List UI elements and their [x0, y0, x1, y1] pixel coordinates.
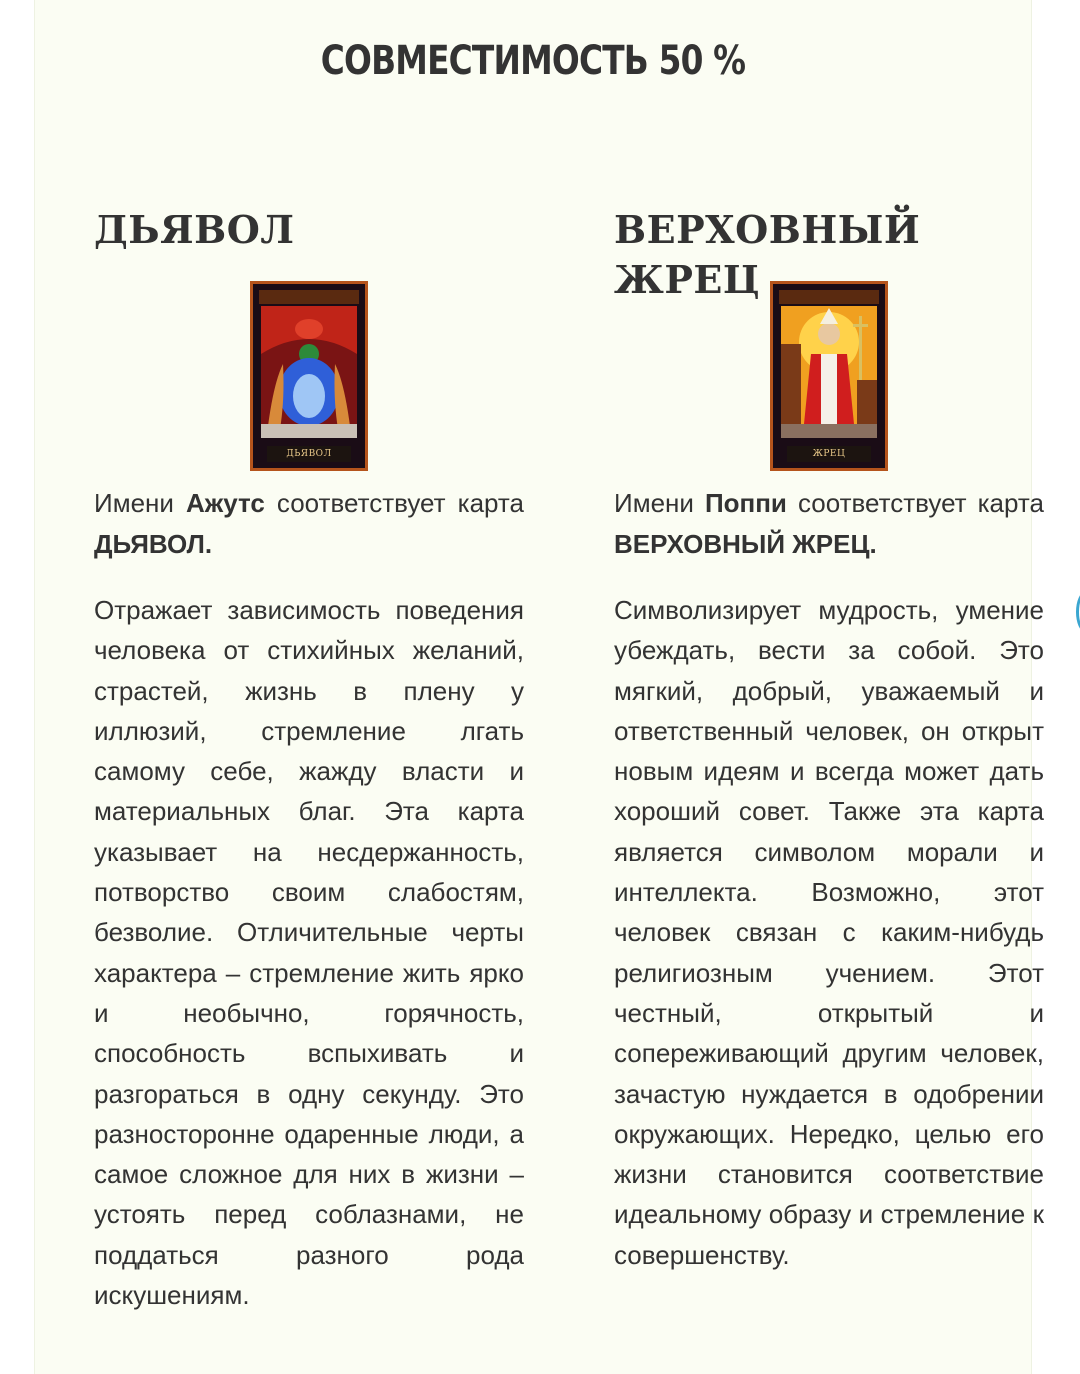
right-card-bold: ВЕРХОВНЫЙ ЖРЕЦ.: [614, 529, 877, 559]
right-person-name: Поппи: [704, 488, 787, 518]
right-card-intro: [614, 483, 1044, 565]
right-intro-prefix: Имени: [614, 488, 694, 518]
page-title: СОВМЕСТИМОСТЬ 50 %: [320, 38, 746, 84]
hierophant-card-image: [770, 281, 888, 471]
left-card-description: Отражает зависимость поведения человека от стихийных желаний, страстей, жизнь в плену у иллюзий, стремление лгать самому себе, жажду власти и материальных благ. Эта карта указывает на несдержанность, потворство своим слабостям, безволие. Отличительные черты характера – стремление жить ярко и необычно, горячность, способность вспыхивать и разгораться в одну секунду. Это разносторонне одаренные люди, а самое сложное для них в жизни – устоять перед соблазнами, не поддаться разного рода искушениям.: [94, 595, 524, 1311]
right-card-title: ВЕРХОВНЫЙ ЖРЕЦ: [614, 207, 921, 302]
left-card-intro: [94, 483, 524, 565]
left-person-name: Ажутс: [185, 488, 265, 518]
scroll-handle[interactable]: [1076, 592, 1080, 632]
left-card-caption: ДЬЯВОЛ: [267, 446, 351, 462]
right-card-column: [614, 205, 1044, 1275]
right-card-image-wrap: [614, 281, 1044, 471]
content-panel: [34, 0, 1044, 1374]
left-intro-prefix: Имени: [94, 488, 174, 518]
left-card-column: [94, 205, 524, 1315]
devil-card-image: [250, 281, 368, 471]
left-intro-middle: соответствует карта: [276, 488, 524, 518]
left-card-bold: ДЬЯВОЛ.: [94, 529, 213, 559]
right-intro-middle: соответствует карта: [797, 488, 1044, 518]
left-card-image-wrap: [94, 281, 524, 471]
right-card-caption: ЖРЕЦ: [787, 446, 871, 462]
left-card-title: ДЬЯВОЛ: [94, 207, 295, 252]
right-card-description: Символизирует мудрость, умение убеждать, вести за собой. Это мягкий, добрый, уважаемый и ответственный человек, он открыт новым идеям и всегда может дать хороший совет. Также эта карта является символом морали и интеллекта. Возможно, этот человек связан с каким-нибудь религиозным учением. Этот честный, открытый и сопереживающий другим человек, зачастую нуждается в одобрении окружающих. Нередко, целью его жизни становится соответствие идеальному образу и стремление к совершенству.: [614, 595, 1044, 1270]
